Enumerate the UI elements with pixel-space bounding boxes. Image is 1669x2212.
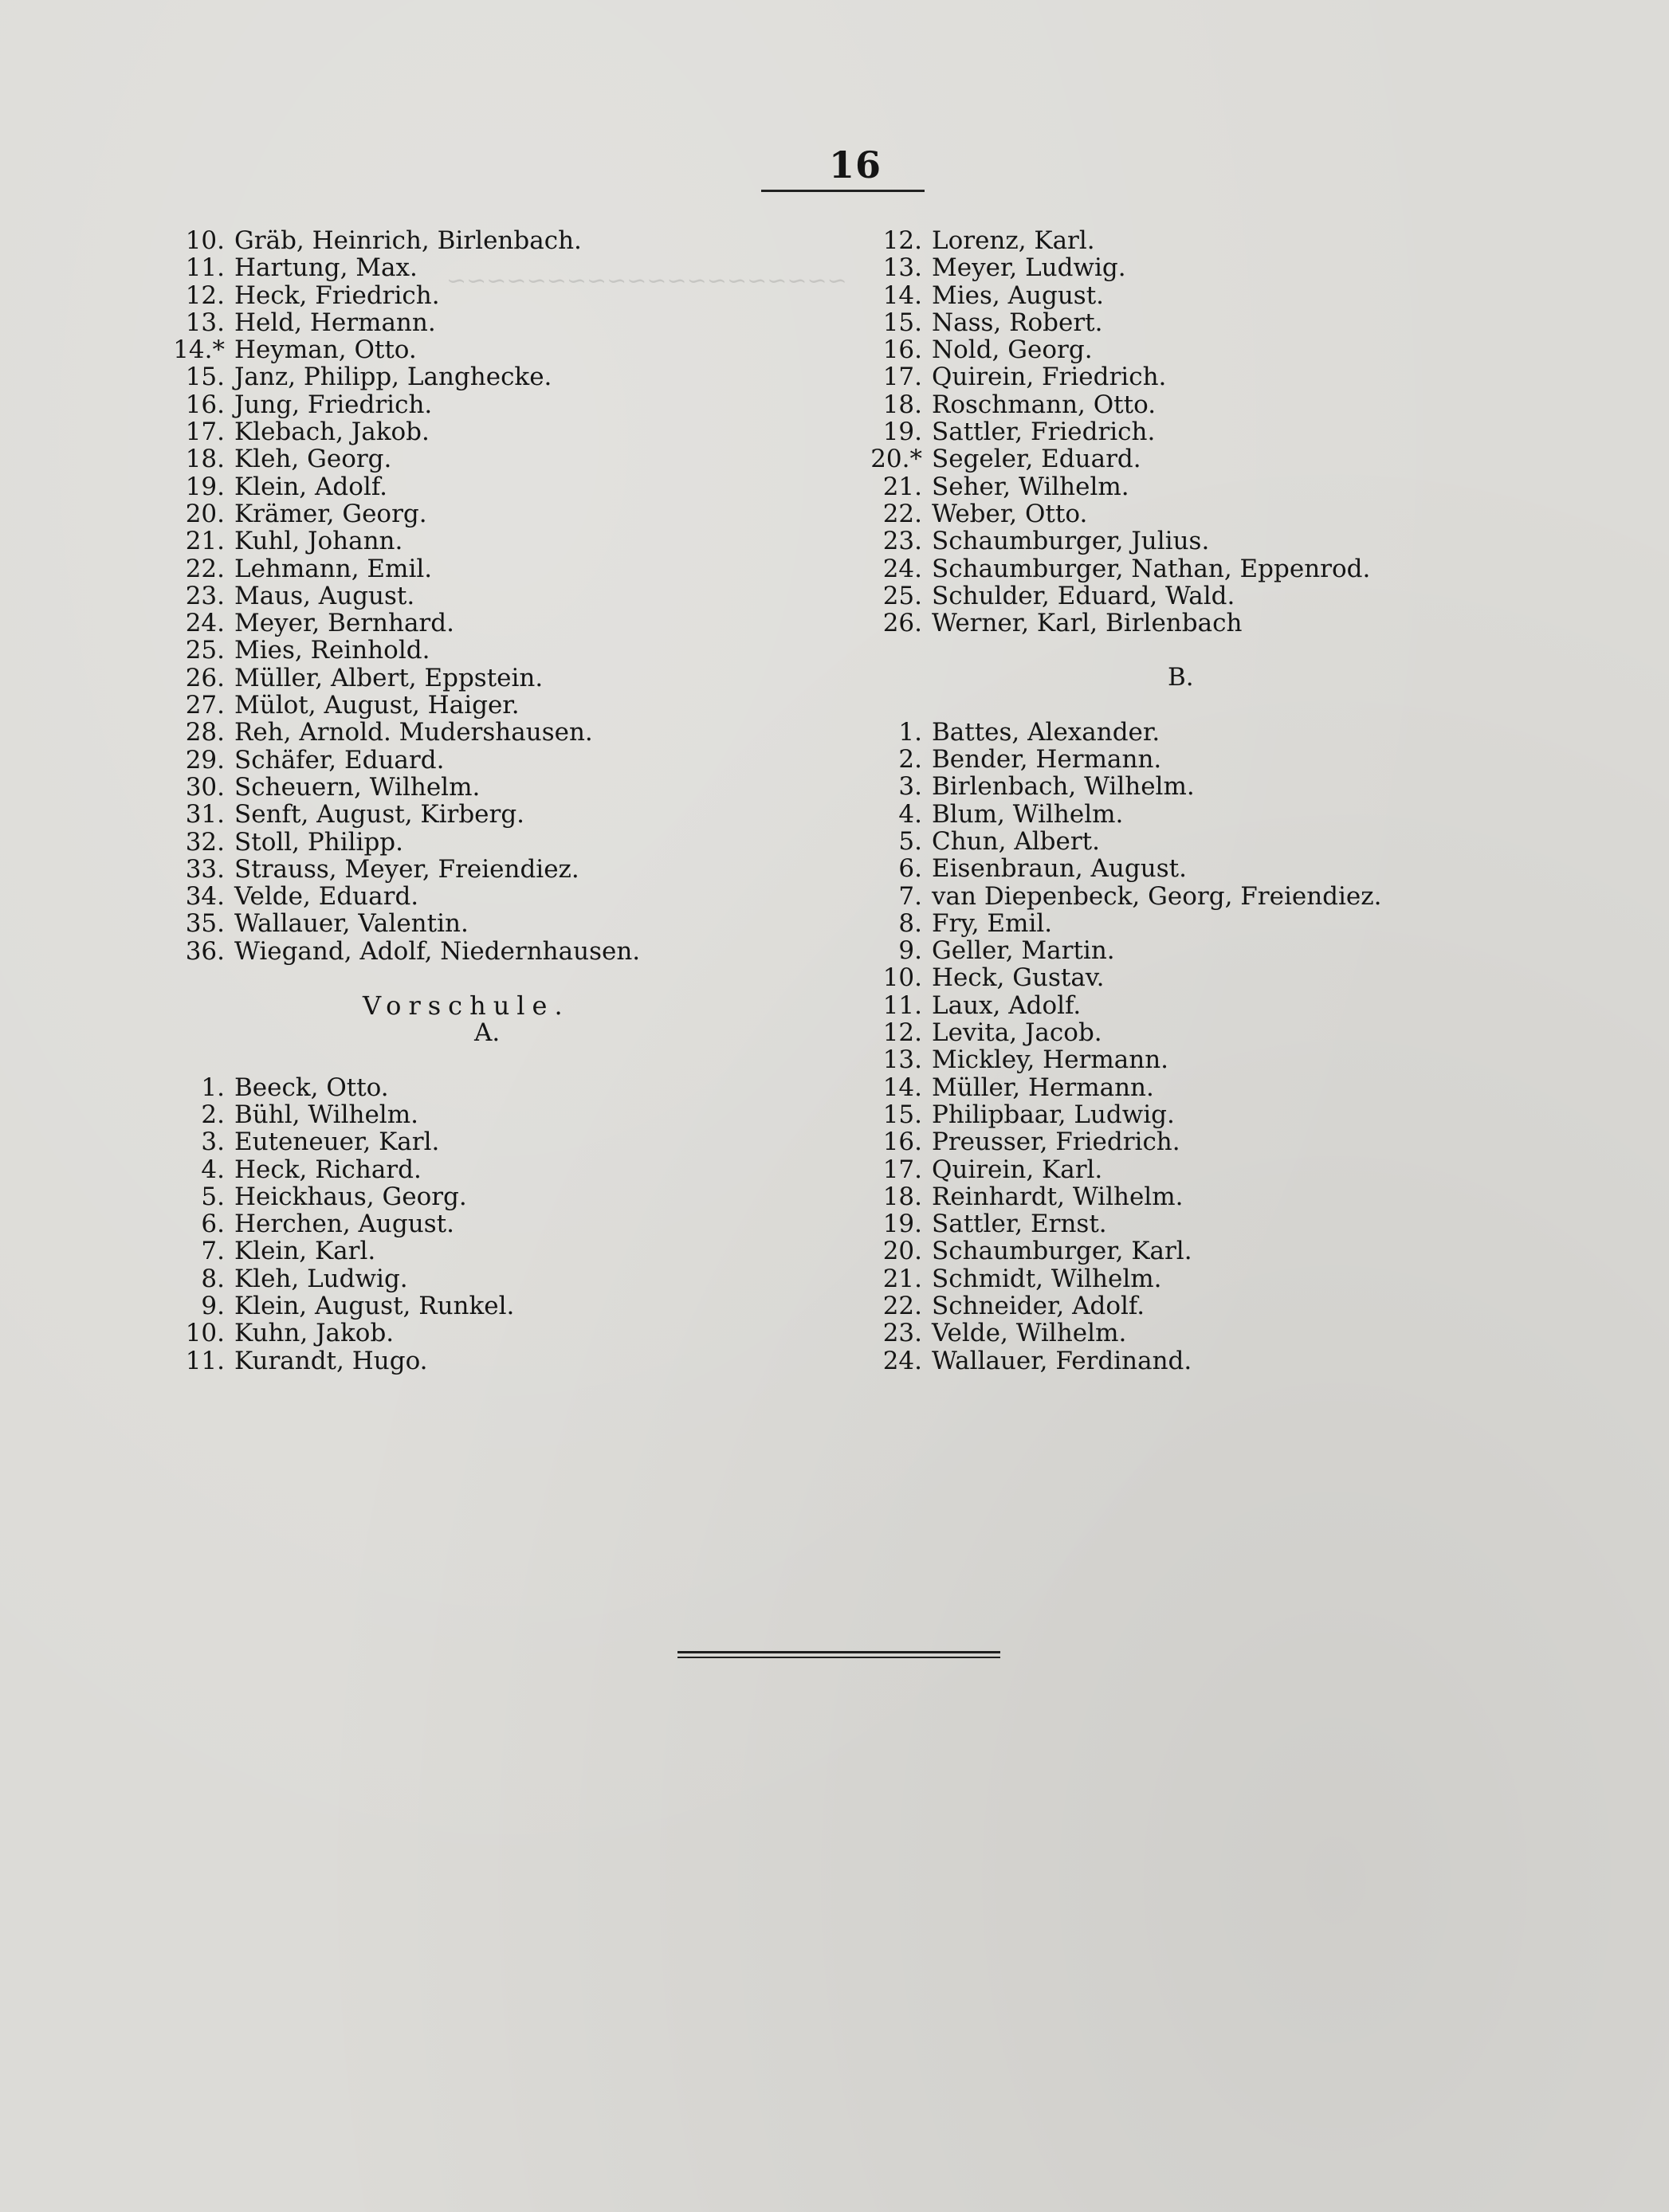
entry-number: 17. [882, 1155, 922, 1184]
entry-name: Levita, Jacob. [932, 1018, 1102, 1048]
list-item [167, 610, 837, 637]
entry-number: 36. [185, 936, 225, 966]
list-item [865, 828, 1582, 855]
list-item [865, 1156, 1582, 1183]
entry-name: Mülot, August, Haiger. [234, 691, 520, 720]
list-item [167, 1128, 837, 1155]
list-item [865, 227, 1582, 254]
entry-name: Preusser, Friedrich. [932, 1128, 1180, 1157]
list-item [167, 856, 837, 883]
list-item [167, 418, 837, 445]
entry-number: 6. [201, 1210, 225, 1239]
entry-number: 25. [185, 636, 225, 665]
entry-number: 3. [898, 772, 922, 802]
list-item [865, 1292, 1582, 1320]
entry-name: Janz, Philipp, Langhecke. [234, 363, 552, 392]
list-item [167, 883, 837, 910]
list-item [167, 1347, 837, 1375]
list-item [167, 801, 837, 828]
entry-name: Euteneuer, Karl. [234, 1128, 440, 1157]
entry-number: 33. [185, 854, 225, 884]
entry-number: 22. [882, 1291, 922, 1320]
list-item [865, 801, 1582, 828]
entry-name: Philipbaar, Ludwig. [932, 1100, 1175, 1129]
entry-name: van Diepenbeck, Georg, Freiendiez. [932, 881, 1382, 911]
entry-name: Seher, Wilhelm. [932, 472, 1129, 501]
list-item [167, 1156, 837, 1183]
entry-number: 24. [882, 554, 922, 583]
list-item [865, 992, 1582, 1019]
entry-number: 10. [882, 963, 922, 993]
entry-name: Schulder, Eduard, Wald. [932, 581, 1235, 610]
entry-number: 26. [185, 663, 225, 692]
list-item [865, 1210, 1582, 1237]
entry-name: Klein, Adolf. [234, 472, 388, 501]
entry-number: 16. [882, 1128, 922, 1157]
list-item [865, 1183, 1582, 1210]
entry-number: 20. [882, 1237, 922, 1266]
entry-name: Klebach, Jakob. [234, 418, 430, 447]
list-item [865, 1128, 1582, 1155]
list-item [167, 829, 837, 856]
list-item [167, 309, 837, 336]
subsection-b-heading: B. [1168, 663, 1194, 692]
entry-name: Schmidt, Wilhelm. [932, 1264, 1162, 1293]
entry-number: 11. [185, 1346, 225, 1375]
list-item [865, 719, 1582, 746]
entry-number: 16. [185, 390, 225, 419]
entry-name: Blum, Wilhelm. [932, 799, 1124, 829]
list-item [865, 1019, 1582, 1046]
list-item [167, 282, 837, 309]
right-column [865, 227, 1582, 1375]
entry-number: 8. [898, 908, 922, 938]
entry-number: 32. [185, 827, 225, 857]
list-item [167, 747, 837, 774]
entry-number: 5. [898, 826, 922, 856]
entry-name: Fry, Emil. [932, 908, 1053, 938]
entry-name: Eisenbraun, August. [932, 854, 1187, 884]
entry-name: Heickhaus, Georg. [234, 1182, 467, 1211]
entry-number: 14. [882, 280, 922, 310]
entry-number: 7. [898, 881, 922, 911]
entry-name: Bender, Hermann. [932, 745, 1162, 775]
entry-number: 18. [882, 1182, 922, 1211]
entry-name: Schaumburger, Nathan, Eppenrod. [932, 554, 1371, 583]
list-item [865, 883, 1582, 910]
entry-number: 3. [201, 1128, 225, 1157]
entry-name: Segeler, Eduard. [932, 445, 1141, 474]
page-number-rule [761, 190, 925, 192]
entry-name: Kleh, Georg. [234, 445, 392, 474]
entry-name: Sattler, Friedrich. [932, 418, 1156, 447]
list-item [865, 582, 1582, 610]
entry-name: Schneider, Adolf. [932, 1291, 1145, 1320]
entry-name: Kurandt, Hugo. [234, 1346, 428, 1375]
list-item [865, 282, 1582, 309]
list-item [865, 1101, 1582, 1128]
entry-name: Laux, Adolf. [932, 990, 1082, 1020]
entry-name: Velde, Eduard. [234, 882, 419, 912]
entry-number: 19. [882, 418, 922, 447]
entry-number: 14.* [173, 335, 225, 365]
list-item [167, 637, 837, 664]
list-item [167, 692, 837, 719]
list-item [167, 1101, 837, 1128]
entry-number: 23. [882, 527, 922, 556]
list-item [167, 1237, 837, 1265]
entry-number: 13. [882, 1045, 922, 1075]
entry-number: 20. [185, 499, 225, 528]
entry-number: 6. [898, 854, 922, 884]
entry-number: 15. [882, 308, 922, 337]
entry-name: Heyman, Otto. [234, 335, 417, 365]
entry-name: Strauss, Meyer, Freiendiez. [234, 854, 579, 884]
list-item [167, 1265, 837, 1292]
list-item [865, 309, 1582, 336]
entry-number: 31. [185, 800, 225, 830]
entry-number: 2. [898, 745, 922, 775]
entry-number: 11. [882, 990, 922, 1020]
list-item [865, 254, 1582, 281]
list-item [865, 555, 1582, 582]
entry-number: 15. [882, 1100, 922, 1129]
list-item [167, 1074, 837, 1101]
entry-name: Wallauer, Ferdinand. [932, 1346, 1192, 1375]
entry-number: 15. [185, 363, 225, 392]
list-item [167, 445, 837, 473]
list-item [865, 391, 1582, 418]
list-item [167, 473, 837, 500]
entry-number: 34. [185, 882, 225, 912]
page-number: 16 [829, 143, 882, 186]
list-item [167, 528, 837, 555]
entry-number: 22. [882, 499, 922, 528]
entry-name: Werner, Karl, Birlenbach [932, 609, 1243, 638]
list-item [865, 855, 1582, 882]
list-item [167, 1183, 837, 1210]
entry-number: 17. [882, 363, 922, 392]
vorschule-b-list [865, 719, 1582, 1375]
closing-double-rule [677, 1651, 1000, 1658]
entry-number: 8. [201, 1264, 225, 1293]
list-item [865, 1237, 1582, 1265]
entry-number: 28. [185, 718, 225, 747]
list-item [865, 1074, 1582, 1101]
list-item [167, 227, 837, 254]
entry-name: Chun, Albert. [932, 826, 1100, 856]
entry-name: Senft, August, Kirberg. [234, 800, 525, 830]
entry-number: 5. [201, 1182, 225, 1211]
list-item [167, 555, 837, 582]
entry-number: 4. [201, 1155, 225, 1184]
entry-number: 30. [185, 772, 225, 802]
entry-name: Müller, Albert, Eppstein. [234, 663, 544, 692]
entry-name: Sattler, Ernst. [932, 1210, 1107, 1239]
entry-number: 26. [882, 609, 922, 638]
entry-name: Kuhl, Johann. [234, 527, 403, 556]
entry-name: Stoll, Philipp. [234, 827, 404, 857]
entry-number: 22. [185, 554, 225, 583]
list-item [167, 665, 837, 692]
entry-name: Schäfer, Eduard. [234, 745, 445, 775]
entry-name: Heck, Richard. [234, 1155, 422, 1184]
entry-number: 12. [185, 280, 225, 310]
list-item [167, 500, 837, 528]
entry-number: 20.* [870, 445, 922, 474]
entry-number: 9. [201, 1291, 225, 1320]
list-item [865, 336, 1582, 363]
left-student-list [167, 227, 837, 965]
entry-name: Herchen, August. [234, 1210, 454, 1239]
list-item [167, 391, 837, 418]
list-item [865, 610, 1582, 637]
entry-name: Beeck, Otto. [234, 1073, 389, 1102]
entry-number: 10. [185, 1319, 225, 1348]
entry-name: Mies, August. [932, 280, 1105, 310]
entry-number: 21. [185, 527, 225, 556]
entry-name: Gräb, Heinrich, Birlenbach. [234, 226, 582, 255]
list-item [865, 528, 1582, 555]
entry-name: Heck, Friedrich. [234, 280, 440, 310]
entry-name: Kuhn, Jakob. [234, 1319, 395, 1348]
entry-name: Quirein, Karl. [932, 1155, 1103, 1184]
entry-name: Bühl, Wilhelm. [234, 1100, 418, 1129]
entry-number: 7. [201, 1237, 225, 1266]
entry-name: Battes, Alexander. [932, 717, 1160, 747]
entry-name: Meyer, Bernhard. [234, 609, 454, 638]
entry-name: Jung, Friedrich. [234, 390, 433, 419]
list-item [865, 773, 1582, 800]
entry-name: Velde, Wilhelm. [932, 1319, 1127, 1348]
entry-name: Quirein, Friedrich. [932, 363, 1167, 392]
entry-name: Müller, Hermann. [932, 1073, 1154, 1102]
entry-number: 18. [882, 390, 922, 419]
entry-name: Geller, Martin. [932, 936, 1115, 966]
entry-name: Klein, August, Runkel. [234, 1291, 515, 1320]
list-item [167, 1210, 837, 1237]
entry-name: Nass, Robert. [932, 308, 1103, 337]
entry-number: 13. [185, 308, 225, 337]
list-item [865, 1320, 1582, 1347]
entry-number: 1. [898, 717, 922, 747]
entry-name: Klein, Karl. [234, 1237, 376, 1266]
entry-name: Mickley, Hermann. [932, 1045, 1169, 1075]
entry-number: 21. [882, 1264, 922, 1293]
list-item [865, 363, 1582, 390]
list-item [865, 1046, 1582, 1073]
list-item [865, 937, 1582, 964]
entry-number: 4. [898, 799, 922, 829]
list-item [865, 445, 1582, 473]
entry-number: 10. [185, 226, 225, 255]
list-item [167, 719, 837, 746]
left-column [167, 227, 837, 1375]
entry-name: Lehmann, Emil. [234, 554, 433, 583]
entry-name: Lorenz, Karl. [932, 226, 1095, 255]
list-item [167, 774, 837, 801]
entry-number: 35. [185, 909, 225, 939]
entry-number: 23. [185, 581, 225, 610]
entry-number: 12. [882, 1018, 922, 1048]
entry-name: Scheuern, Wilhelm. [234, 772, 481, 802]
list-item [167, 363, 837, 390]
entry-number: 24. [882, 1346, 922, 1375]
list-item [167, 938, 837, 965]
entry-name: Krämer, Georg. [234, 499, 427, 528]
entry-number: 23. [882, 1319, 922, 1348]
list-item [865, 746, 1582, 773]
subsection-a-heading: A. [474, 1018, 501, 1048]
entry-name: Kleh, Ludwig. [234, 1264, 408, 1293]
entry-number: 16. [882, 335, 922, 365]
entry-name: Maus, August. [234, 581, 415, 610]
right-student-list [865, 227, 1582, 637]
entry-number: 27. [185, 691, 225, 720]
section-title-vorschule: Vorschule. [363, 990, 570, 1022]
list-item [167, 1292, 837, 1320]
entry-name: Roschmann, Otto. [932, 390, 1157, 419]
list-item [167, 1320, 837, 1347]
list-item [865, 964, 1582, 991]
entry-number: 18. [185, 445, 225, 474]
entry-number: 24. [185, 609, 225, 638]
list-item [167, 336, 837, 363]
entry-name: Birlenbach, Wilhelm. [932, 772, 1195, 802]
entry-name: Reh, Arnold. Mudershausen. [234, 718, 593, 747]
entry-number: 12. [882, 226, 922, 255]
list-item [167, 582, 837, 610]
entry-name: Wiegand, Adolf, Niedernhausen. [234, 936, 641, 966]
entry-name: Weber, Otto. [932, 499, 1088, 528]
list-item [167, 254, 837, 281]
list-item [865, 910, 1582, 937]
entry-name: Meyer, Ludwig. [932, 253, 1126, 283]
entry-name: Mies, Reinhold. [234, 636, 430, 665]
list-item [865, 473, 1582, 500]
list-item [865, 418, 1582, 445]
entry-number: 2. [201, 1100, 225, 1129]
entry-number: 11. [185, 253, 225, 283]
entry-number: 9. [898, 936, 922, 966]
entry-number: 19. [185, 472, 225, 501]
entry-name: Wallauer, Valentin. [234, 909, 469, 939]
entry-number: 1. [201, 1073, 225, 1102]
entry-name: Heck, Gustav. [932, 963, 1105, 993]
list-item [865, 1265, 1582, 1292]
entry-number: 14. [882, 1073, 922, 1102]
list-item [865, 1347, 1582, 1375]
entry-number: 21. [882, 472, 922, 501]
reverse-side-bleed-through: ~~~~~~~~~~~~~~~~~~~~ [446, 267, 847, 295]
entry-name: Schaumburger, Karl. [932, 1237, 1192, 1266]
list-item [865, 500, 1582, 528]
entry-name: Schaumburger, Julius. [932, 527, 1210, 556]
entry-name: Nold, Georg. [932, 335, 1093, 365]
vorschule-a-list [167, 1074, 837, 1375]
entry-number: 17. [185, 418, 225, 447]
list-item [167, 910, 837, 937]
entry-name: Hartung, Max. [234, 253, 418, 283]
entry-number: 29. [185, 745, 225, 775]
entry-number: 19. [882, 1210, 922, 1239]
entry-name: Held, Hermann. [234, 308, 436, 337]
entry-number: 25. [882, 581, 922, 610]
entry-name: Reinhardt, Wilhelm. [932, 1182, 1184, 1211]
entry-number: 13. [882, 253, 922, 283]
